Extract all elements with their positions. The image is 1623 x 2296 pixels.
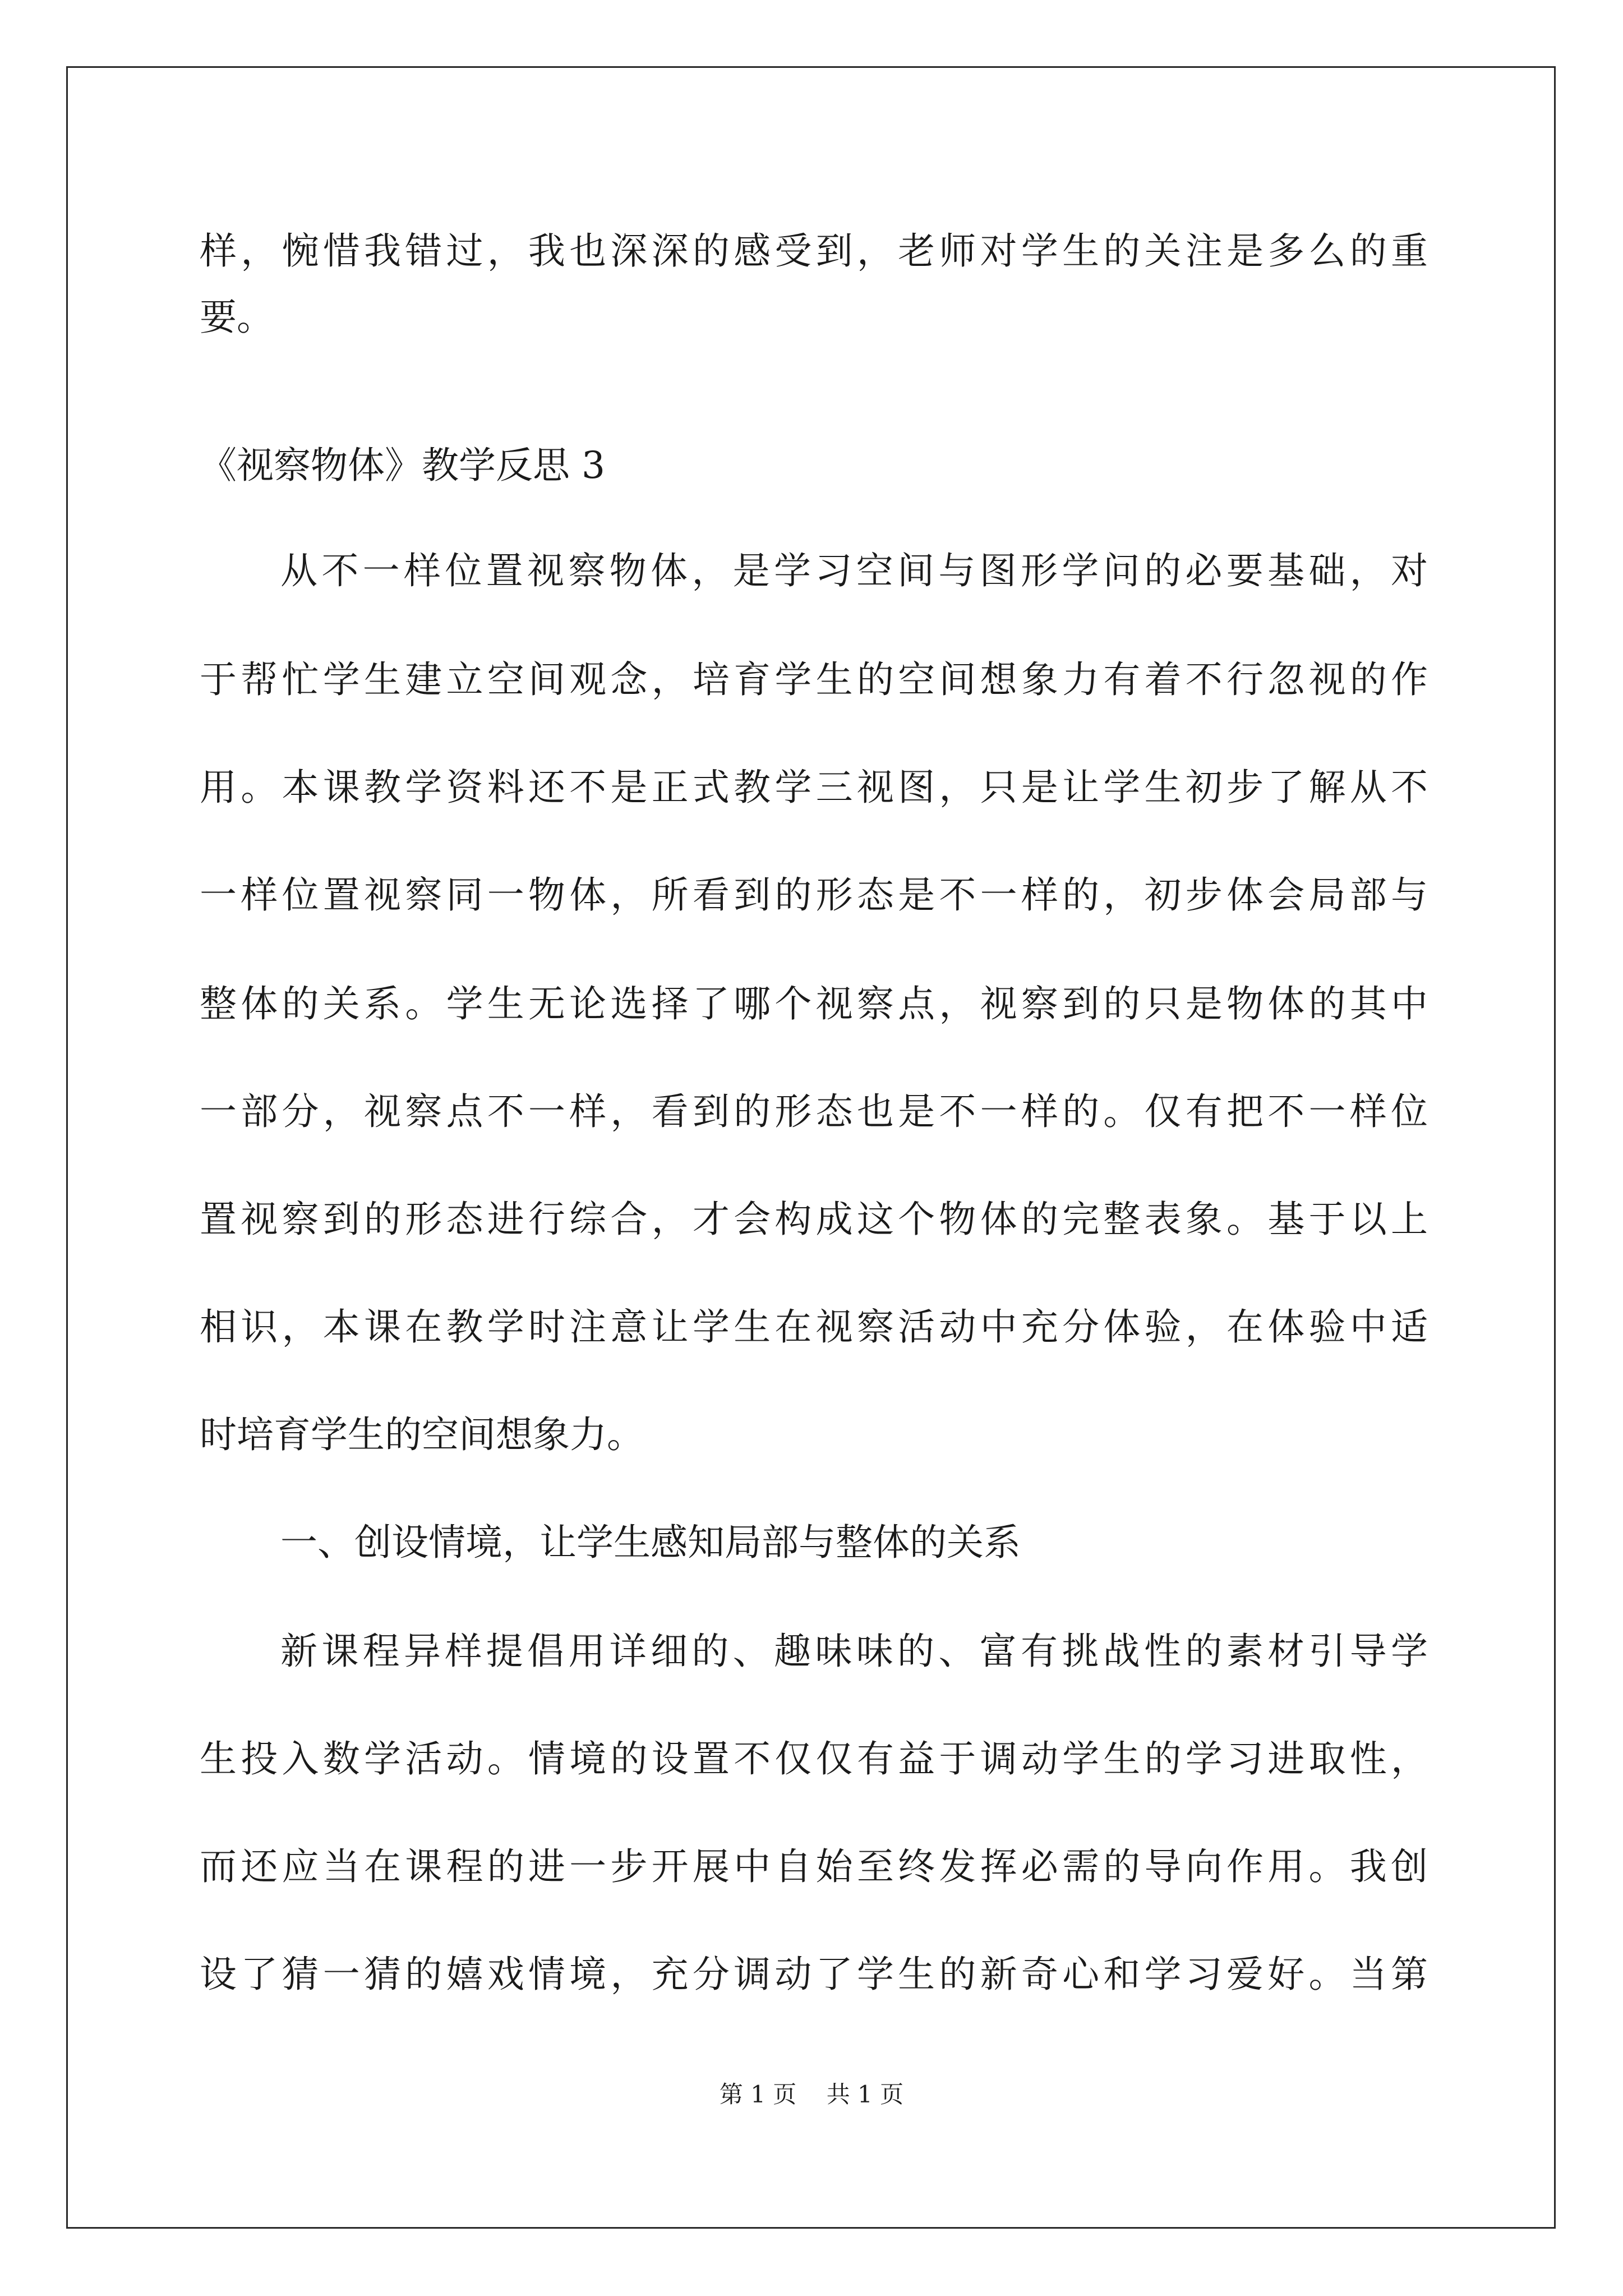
- text-line: 相识，本课在教学时注意让学生在视察活动中充分体验，在体验中适: [200, 1305, 1428, 1349]
- text-line: 生投入数学活动。情境的设置不仅仅有益于调动学生的学习进取性，: [200, 1737, 1428, 1780]
- subsection-heading: 一、创设情境，让学生感知局部与整体的关系: [280, 1521, 1021, 1564]
- page-footer: [0, 2080, 1623, 2109]
- section-heading: 《视察物体》教学反思 3: [200, 444, 605, 487]
- text-line: 于帮忙学生建立空间观念，培育学生的空间想象力有着不行忽视的作: [200, 658, 1428, 701]
- page-border: [66, 66, 1556, 2229]
- text-line: 用。本课教学资料还不是正式教学三视图，只是让学生初步了解从不: [200, 766, 1428, 809]
- text-line: 一样位置视察同一物体，所看到的形态是不一样的，初步体会局部与: [200, 873, 1428, 917]
- text-line: 而还应当在课程的进一步开展中自始至终发挥必需的导向作用。我创: [200, 1845, 1428, 1888]
- page-number: 第 1 页: [719, 2081, 797, 2108]
- text-line: 要。: [200, 296, 274, 339]
- text-line: 新课程异样提倡用详细的、趣味味的、富有挑战性的素材引导学: [280, 1630, 1428, 1673]
- text-line: 设了猜一猜的嬉戏情境，充分调动了学生的新奇心和学习爱好。当第: [200, 1953, 1428, 1996]
- text-line: 置视察到的形态进行综合，才会构成这个物体的完整表象。基于以上: [200, 1198, 1428, 1241]
- text-line: 时培育学生的空间想象力。: [200, 1413, 644, 1456]
- text-line: 一部分，视察点不一样，看到的形态也是不一样的。仅有把不一样位: [200, 1090, 1428, 1133]
- text-line: 从不一样位置视察物体，是学习空间与图形学问的必要基础，对: [280, 549, 1428, 592]
- page-total: 共 1 页: [826, 2081, 904, 2108]
- text-line: 样，惋惜我错过，我也深深的感受到，老师对学生的关注是多么的重: [200, 229, 1428, 273]
- text-line: 整体的关系。学生无论选择了哪个视察点，视察到的只是物体的其中: [200, 982, 1428, 1025]
